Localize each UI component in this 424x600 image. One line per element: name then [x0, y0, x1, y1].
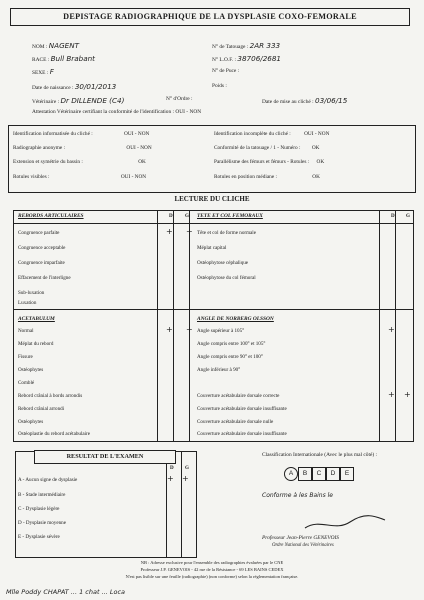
right2-item-1: Angle supérieur à 105°: [197, 328, 245, 334]
sexe-field: [32, 67, 54, 76]
mark-acetabulum-g: +: [186, 325, 193, 334]
race-field: [32, 54, 95, 63]
sexe-label: SEXE :: [32, 70, 49, 76]
result-title: RESULTAT DE L'EXAMEN: [34, 450, 176, 464]
tatouage-field: [212, 41, 280, 50]
left2-item-9: Ostéoplastie du rebord acétabulaire: [18, 431, 90, 437]
left2-item-6: Rebord crânial à bords arrondis: [18, 393, 83, 399]
footer-line-3: N'est pas lisible sur une feuille (radiographie) (non conforme) selon la réglementation française.: [125, 574, 299, 579]
classification-grades: [284, 467, 354, 481]
tatouage-label: N° de Tatouage :: [212, 44, 249, 50]
left-item-6: Luxation: [18, 300, 37, 306]
tech-left-1: [13, 131, 149, 137]
left-item-2: Congruence acceptable: [18, 245, 66, 251]
right-item-3: Ostéophytose céphalique: [197, 260, 249, 266]
right-header-1: TETE ET COL FEMORAUX: [197, 213, 263, 219]
footer-line-2: Professeur J.P. GENEVOIS - 42 rue de la Résistance - 69 LES BAINS CEDEX: [140, 567, 284, 572]
poids-label: Poids :: [212, 83, 227, 89]
right2-item-2: Angle compris entre 100° et 105°: [197, 341, 266, 347]
result-mark-g: +: [182, 474, 189, 483]
naissance-field: [32, 82, 116, 91]
left-item-1: Congruence parfaite: [18, 230, 60, 236]
tatouage-value: 2AR 333: [249, 41, 281, 50]
left2-item-7: Rebord crânial arrondi: [18, 406, 65, 412]
sexe-value: F: [49, 67, 54, 76]
result-mark-d: +: [167, 474, 174, 483]
tech-right-2: [214, 145, 319, 151]
tech-left-4-label: Rotules visibles :: [13, 174, 50, 180]
left-item-5: Sub-luxation: [18, 290, 45, 296]
right2-item-8: Couverture acétabulaire dorsale insuffisante: [197, 431, 287, 437]
result-item-d: D - Dysplasie moyenne: [18, 520, 66, 526]
lof-label: N° L.O.F. :: [212, 57, 237, 63]
left2-item-1: Normal: [18, 328, 34, 334]
race-value: Bull Brabant: [50, 54, 95, 63]
right-header-2: ANGLE DE NORBERG OLSSON: [197, 316, 274, 322]
puce-label: N° de Puce :: [212, 68, 240, 74]
tech-right-4: [214, 174, 320, 180]
lof-value: 38706/2681: [237, 54, 281, 63]
tech-right-2-label: Conformité de la tatouage / 1 - Numéro :: [214, 145, 301, 151]
left2-item-5: Comblé: [18, 380, 35, 386]
date-exam-label: Date de mise au cliché :: [262, 99, 314, 105]
mark-couverture-g: +: [404, 390, 411, 399]
handwritten-note: Mlle Poddy CHAPAT ... 1 chat ... Loca: [6, 588, 126, 596]
right2-item-3: Angle compris entre 90° et 100°: [197, 354, 263, 360]
left-header-1: REBORDS ARTICULAIRES: [18, 213, 84, 219]
tech-left-3-opts: OK: [138, 159, 146, 165]
result-item-e: E - Dysplasie sévère: [18, 534, 60, 540]
left2-item-4: Ostéophytes: [18, 367, 44, 373]
date-exam-field: [262, 96, 347, 105]
col-g-right: G: [406, 213, 410, 219]
result-col-g: G: [185, 465, 189, 471]
right2-item-6: Couverture acétabulaire dorsale insuffisante: [197, 406, 287, 412]
nom-value: NAGENT: [48, 41, 79, 50]
vet-field: [32, 96, 124, 105]
grade-d: D: [326, 467, 340, 481]
grade-c: C: [312, 467, 326, 481]
left2-item-3: Fissure: [18, 354, 33, 360]
signature-mark: [300, 510, 390, 534]
right-item-4: Ostéophytose du col fémoral: [197, 275, 256, 281]
ordre-label: N° d'Ordre :: [166, 96, 193, 102]
grade-a: A: [284, 467, 298, 481]
left-header-2: ACETABULUM: [18, 316, 55, 322]
tech-left-3-label: Extension et symétrie du bassin :: [13, 159, 83, 165]
vet-value: Dr DILLENDE (C4): [60, 96, 125, 105]
tech-left-4-opts: OUI - NON: [120, 174, 147, 180]
attestation-line: Attestation Vétérinaire certifiant la conformité de l'identification : OUI - NON: [32, 109, 202, 115]
signer-name: Professeur Jean-Pierre GENEVOIS: [262, 535, 339, 541]
tech-left-2-opts: OUI - NON: [126, 145, 152, 151]
result-col-d: D: [170, 465, 174, 471]
mark-congruence-g: +: [186, 227, 193, 236]
left-item-3: Congruence imparfaite: [18, 260, 65, 266]
place-date: Conforme à les Bains le: [262, 492, 333, 499]
col-d-left: D: [169, 213, 173, 219]
tech-right-4-opts: OK: [312, 174, 320, 180]
nom-label: NOM :: [32, 44, 48, 50]
right-item-2: Méplat capital: [197, 245, 227, 251]
tech-left-4: [13, 174, 146, 180]
tech-right-3-label: Parallélisme des fémurs et fémurs - Rotules :: [214, 159, 310, 165]
tech-right-3-opts: OK: [316, 159, 325, 165]
mark-couverture-d: +: [388, 390, 395, 399]
result-item-a: A - Aucun signe de dysplasie: [18, 477, 78, 483]
left-item-4: Effacement de l'interligne: [18, 275, 71, 281]
result-item-c: C - Dysplasie légère: [18, 506, 60, 512]
tech-left-2-label: Radiographie anonyme :: [13, 145, 66, 151]
tech-left-3: [13, 159, 146, 165]
footer-line-1: NB : Adresse exclusive pour l'ensemble des radiographies évaluées par le CNE: [140, 560, 284, 565]
classification-label: Classification Internationale (Avec le plus mal côté) :: [262, 452, 378, 458]
mark-congruence-d: +: [166, 227, 173, 236]
right2-item-7: Couverture acétabulaire dorsale nulle: [197, 419, 274, 425]
col-d-right: D: [391, 213, 395, 219]
signer-sub: Ordre National des Vétérinaires: [272, 543, 334, 548]
mark-angle-d: +: [388, 325, 395, 334]
naissance-label: Date de naissance :: [32, 85, 74, 91]
tech-right-1-label: Identification incomplète du cliché :: [214, 131, 291, 137]
right-item-1: Tête et col de forme normale: [197, 230, 256, 236]
tech-left-2: [13, 145, 152, 151]
vet-label: Vétérinaire :: [32, 99, 60, 105]
grade-e: E: [340, 467, 354, 481]
race-label: RACE :: [32, 57, 50, 63]
tech-right-4-label: Rotules en position médiane :: [214, 174, 277, 180]
tech-right-1: [214, 131, 329, 137]
tech-right-1-opts: OUI - NON: [304, 131, 330, 137]
tech-left-1-opts: OUI - NON: [124, 131, 150, 137]
result-item-b: B - Stade intermédiaire: [18, 492, 66, 498]
tech-right-2-opts: OK: [311, 145, 320, 151]
grade-b: B: [298, 467, 312, 481]
lof-field: [212, 54, 281, 63]
right2-item-5: Couverture acétabulaire dorsale correcte: [197, 393, 280, 399]
section-title: LECTURE DU CLICHE: [174, 195, 250, 203]
nom-field: [32, 41, 79, 50]
naissance-value: 30/01/2013: [74, 82, 117, 91]
form-title: DEPISTAGE RADIOGRAPHIQUE DE LA DYSPLASIE COXO-FEMORALE: [10, 8, 410, 26]
tech-left-1-label: Identification informatisée du cliché :: [13, 131, 93, 137]
col-g-left: G: [185, 213, 189, 219]
right2-item-4: Angle inférieur à 90°: [197, 367, 241, 373]
date-exam-value: 03/06/15: [315, 96, 348, 105]
mark-acetabulum-d: +: [166, 325, 173, 334]
tech-right-3: [214, 159, 324, 165]
left2-item-8: Ostéophytes: [18, 419, 44, 425]
left2-item-2: Méplat du rebord: [18, 341, 54, 347]
